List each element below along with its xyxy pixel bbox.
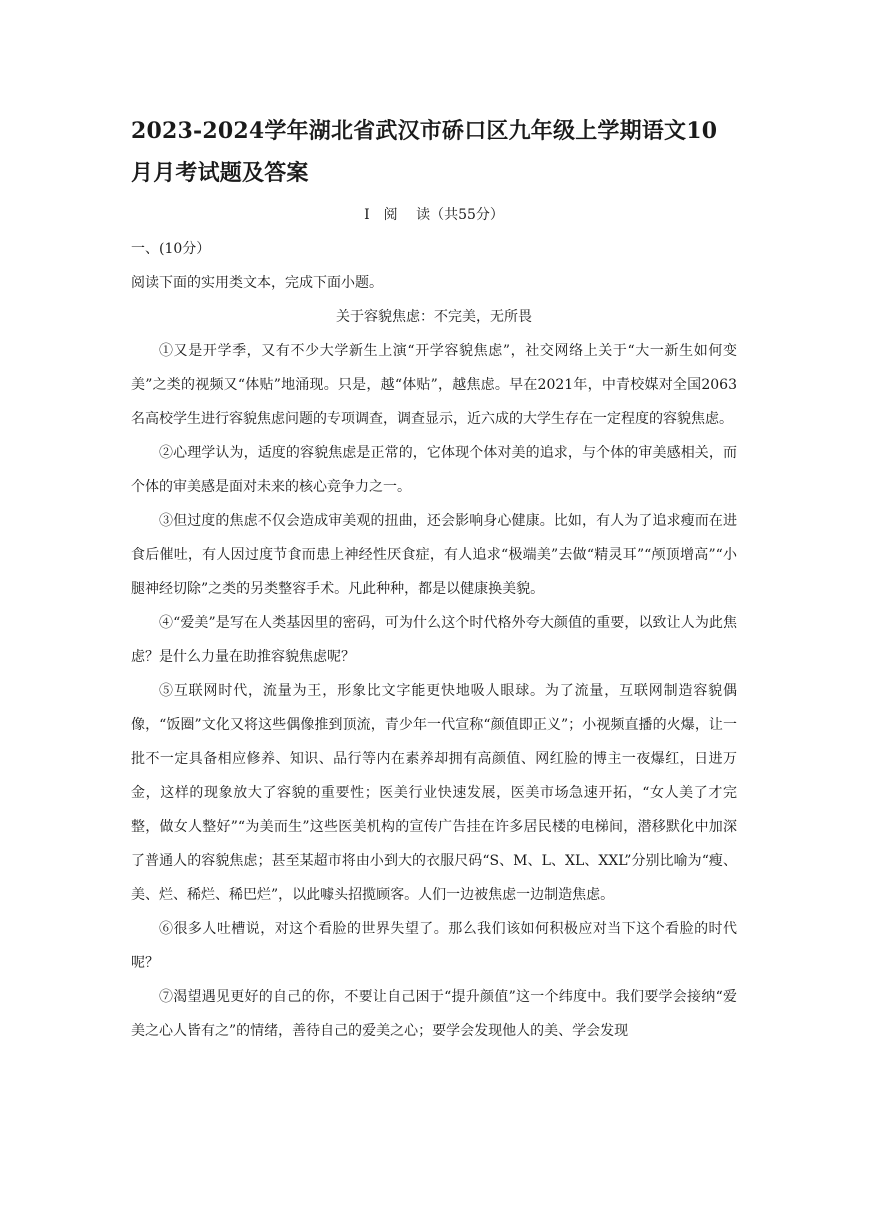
article-title: 关于容貌焦虑：不完美，无所畏 <box>336 309 532 325</box>
paragraph-1: ①又是开学季，又有不少大学新生上演“开学容貌焦虑”，社交网络上关于“大一新生如何变美”之类的视频又“体贴”地涌现。只是，越“体贴”，越焦虑。早在2021年，中青校媒对全国2063名高校学生进行容貌焦虑问题的专项调查，调查显示，近六成的大学生存在一定程度的容貌焦虑。 <box>131 343 737 427</box>
instruction: 阅读下面的实用类文本，完成下面小题。 <box>131 275 383 291</box>
section-heading: Ⅰ 阅 读（共55分） <box>364 207 504 223</box>
paragraph-4: ④“爱美”是写在人类基因里的密码，可为什么这个时代格外夸大颜值的重要，以致让人为此焦虑？是什么力量在助推容貌焦虑呢？ <box>131 615 737 665</box>
paragraph-5: ⑤互联网时代，流量为王，形象比文字能更快地吸人眼球。为了流量，互联网制造容貌偶像，“饭圈”文化又将这些偶像推到顶流，青少年一代宣称“颜值即正义”；小视频直播的火爆，让一批不一定具备相应修养、知识、品行等内在素养却拥有高颜值、网红脸的博主一夜爆红，日进万金，这样的现象放大了容貌的重要性；医美行业快速发展，医美市场急速开拓，“女人美了才完整，做女人整好”“为美而生”这些医美机构的宣传广告挂在许多居民楼的电梯间，潜移默化中加深了普通人的容貌焦虑；甚至某超市将由小到大的衣服尺码“S、M、L、XL、XXL”分别比喻为“瘦、美、烂、稀烂、稀巴烂”，以此噱头招揽顾客。人们一边被焦虑一边制造焦虑。 <box>131 683 737 903</box>
document-title: 2023-2024学年湖北省武汉市硚口区九年级上学期语文10月月考试题及答案 <box>131 118 718 186</box>
part-label: 一、(10分） <box>131 241 211 257</box>
paragraph-3: ③但过度的焦虑不仅会造成审美观的扭曲，还会影响身心健康。比如，有人为了追求瘦而在进食后催吐，有人因过度节食而患上神经性厌食症，有人追求“极端美”去做“精灵耳”“颅顶增高”“小腿神经切除”之类的另类整容手术。凡此种种，都是以健康换美貌。 <box>131 513 737 597</box>
paragraph-6: ⑥很多人吐槽说，对这个看脸的世界失望了。那么我们该如何积极应对当下这个看脸的时代呢？ <box>131 921 737 971</box>
document-page <box>131 110 737 1048</box>
paragraph-7: ⑦渴望遇见更好的自己的你，不要让自己困于“提升颜值”这一个纬度中。我们要学会接纳“爱美之心人皆有之”的情绪，善待自己的爱美之心；要学会发现他人的美、学会发现 <box>131 989 737 1039</box>
paragraph-2: ②心理学认为，适度的容貌焦虑是正常的，它体现个体对美的追求，与个体的审美感相关，而个体的审美感是面对未来的核心竞争力之一。 <box>131 445 737 495</box>
